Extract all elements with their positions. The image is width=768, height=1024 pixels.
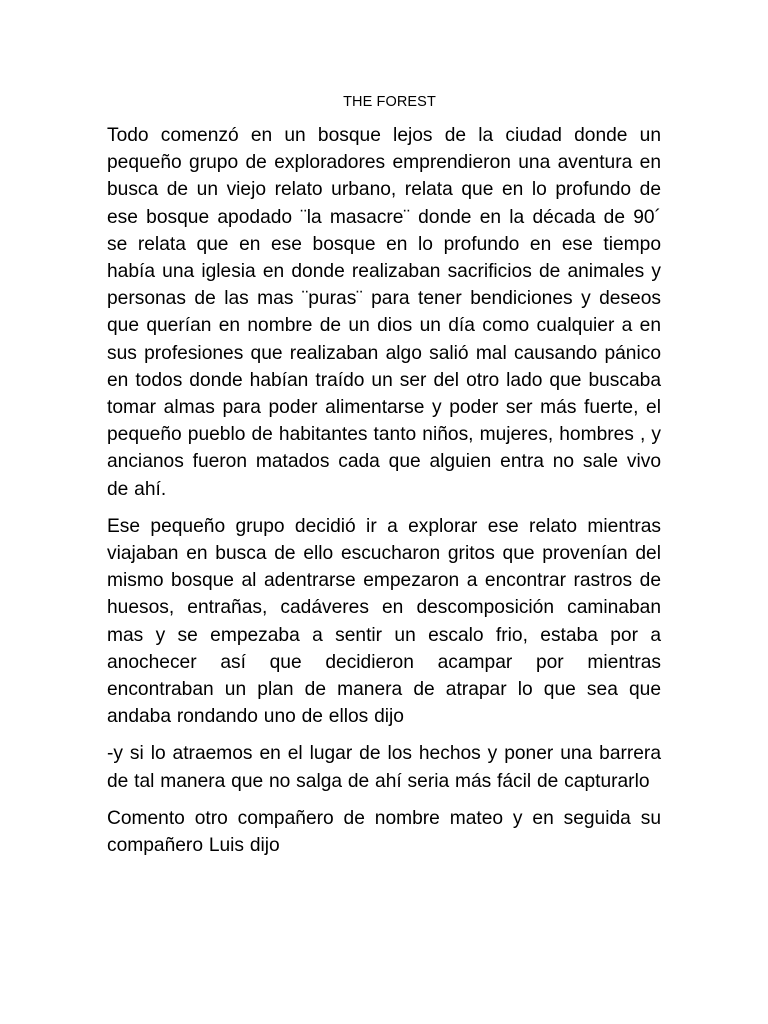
document-title: THE FOREST: [343, 94, 436, 110]
paragraph-3: -y si lo atraemos en el lugar de los hechos y poner una barrera de tal manera que no salga de ahí seria más fácil de capturarlo: [107, 743, 661, 792]
paragraph-2: Ese pequeño grupo decidió ir a explorar ese relato mientras viajaban en busca de ello escucharon gritos que provenían del mismo bosque al adentrarse empezaron a encontrar rastros de huesos, entrañas, cadáveres en descomposición caminaban mas y se empezaba a sentir un escalo frio, estaba por a anochecer así que decidieron acampar por mientras encontraban un plan de manera de atrapar lo que sea que andaba rondando uno de ellos dijo: [107, 515, 661, 728]
paragraph-4: Comento otro compañero de nombre mateo y en seguida su compañero Luis dijo: [107, 807, 661, 857]
document-body: [107, 122, 661, 859]
paragraph-1: Todo comenzó en un bosque lejos de la ciudad donde un pequeño grupo de exploradores emprendieron una aventura en busca de un viejo relato urbano, relata que en lo profundo de ese bosque apodado ¨la masacre¨ donde en la década de 90´ se relata que en ese bosque en lo profundo en ese tiempo había una iglesia en donde realizaban sacrificios de animales y personas de las mas ¨puras¨ para tener bendiciones y deseos que querían en nombre de un dios un día como cualquier a en sus profesiones que realizaban algo salió mal causando pánico en todos donde habían traído un ser del otro lado que buscaba tomar almas para poder alimentarse y poder ser más fuerte, el pequeño pueblo de habitantes tanto niños, mujeres, hombres , y ancianos fueron matados cada que alguien entra no sale vivo de ahí.: [107, 125, 661, 500]
